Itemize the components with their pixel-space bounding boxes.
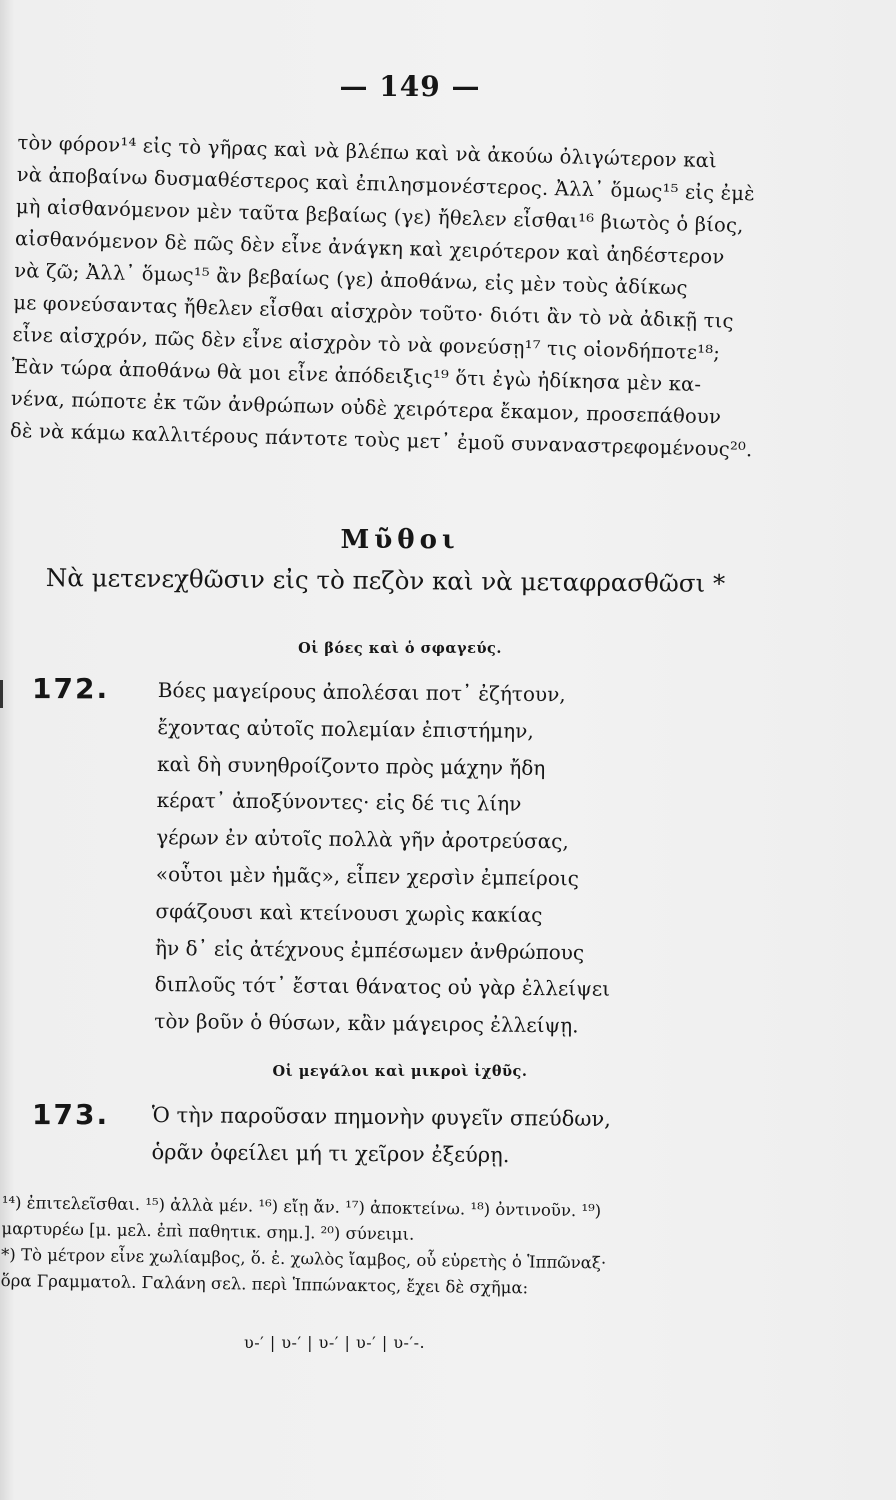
prose-line: νὰ ζῶ; Ἀλλ᾽ ὅμως¹⁵ ἂν βεβαίως (γε) ἀποθάνω, εἰς μὲν τοὺς ἀδίκως <box>13 258 688 300</box>
page-number: — 149 — <box>339 70 481 103</box>
footnote-line: μαρτυρέω [μ. μελ. ἐπὶ παθητικ. σημ.]. ²⁰) σύνειμι. <box>1 1218 415 1244</box>
section-subtitle: Νὰ μετενεχθῶσιν εἰς τὸ πεζὸν καὶ νὰ μεταφρασθῶσι * <box>45 563 726 598</box>
fable-title: Οἱ βόες καὶ ὁ σφαγεύς. <box>298 640 502 657</box>
binding-edge-mark <box>0 680 3 708</box>
prose-line: εἶνε αἰσχρόν, πῶς δὲν εἶνε αἰσχρὸν τὸ νὰ φονεύσῃ¹⁷ τις οἱονδήποτε¹⁸; <box>12 322 721 365</box>
verse-line: Βόες μαγείρους ἀπολέσαι ποτ᾽ ἐζήτουν, <box>157 677 566 707</box>
prose-paragraph <box>10 127 808 468</box>
footnotes <box>1 1190 822 1305</box>
footnote-line: *) Τὸ μέτρον εἶνε χωλίαμβος, ὅ. ἐ. χωλὸς ἴαμβος, οὗ εὑρετὴς ὁ Ἱππῶναξ· <box>0 1244 607 1273</box>
prose-line: τὸν φόρον¹⁴ εἰς τὸ γῆρας καὶ νὰ βλέπω καὶ νὰ ἀκούω ὀλιγώτερον καὶ <box>17 130 718 173</box>
prose-line: αἰσθανόμενον δὲ πῶς δὲν εἶνε ἀνάγκη καὶ χειρότερον καὶ ἀηδέστερον <box>14 226 725 269</box>
prose-line: με φονεύσαντας ἤθελεν εἶσθαι αἰσχρὸν τοῦτο· διότι ἂν τὸ νὰ ἀδικῇ τις <box>13 290 734 333</box>
section-title: Μῦθοι <box>340 525 460 555</box>
prose-line: δὲ νὰ κάμω καλλιτέρους πάντοτε τοὺς μετ᾽ ἐμοῦ συναναστρεφομένους²⁰. <box>9 418 753 462</box>
verse-line: ὁρᾶν ὀφείλει μή τι χεῖρον ἐξεύρῃ. <box>151 1139 510 1168</box>
verse-line: ἢν δ᾽ εἰς ἀτέχνους ἐμπέσωμεν ἀνθρώπους <box>154 935 585 965</box>
prose-line: Ἐὰν τώρα ἀποθάνω θὰ μοι εἶνε ἀπόδειξις¹⁹ ὅτι ἐγὼ ἠδίκησα μὲν κα- <box>11 354 702 396</box>
prose-line: μὴ αἰσθανόμενον μὲν ταῦτα βεβαίως (γε) ἤθελεν εἶσθαι¹⁶ βιωτὸς ὁ βίος, <box>15 194 744 238</box>
footnote-line: ¹⁴) ἐπιτελεῖσθαι. ¹⁵) ἀλλὰ μέν. ¹⁶) εἴῃ ἄν. ¹⁷) ἀποκτείνω. ¹⁸) ὀντινοῦν. ¹⁹) <box>1 1192 602 1221</box>
fable-number: 173. <box>32 1098 110 1131</box>
verse-line: ἔχοντας αὐτοῖς πολεμίαν ἐπιστήμην, <box>157 714 534 743</box>
meter-scheme: υ-′ | υ-′ | υ-′ | υ-′ | υ-′-. <box>244 1333 426 1352</box>
fable-verses <box>154 672 798 1047</box>
verse-line: διπλοῦς τότ᾽ ἔσται θάνατος οὐ γὰρ ἐλλείψει <box>154 972 611 1002</box>
verse-line: «οὗτοι μὲν ἡμᾶς», εἶπεν χερσὶν ἐμπείροις <box>155 861 580 891</box>
prose-line: νὰ ἀποβαίνω δυσμαθέστερος καὶ ἐπιλησμονέστερος. Ἀλλ᾽ ὅμως¹⁵ εἰς ἐμὲ <box>16 162 756 206</box>
verse-line: γέρων ἐν αὐτοῖς πολλὰ γῆν ἀροτρεύσας, <box>156 825 569 854</box>
verse-line: καὶ δὴ συνηθροίζοντο πρὸς μάχην ἤδη <box>156 751 546 780</box>
fable-verses <box>151 1097 792 1177</box>
verse-line: τὸν βοῦν ὁ θύσων, κἂν μάγειρος ἐλλείψῃ. <box>154 1009 579 1038</box>
verse-line: σφάζουσι καὶ κτείνουσι χωρὶς κακίας <box>155 898 543 927</box>
verse-line: Ὁ τὴν παροῦσαν πημονὴν φυγεῖν σπεύδων, <box>151 1102 612 1132</box>
verse-line: κέρατ᾽ ἀποξύνοντες· εἰς δέ τις λίην <box>156 788 522 817</box>
footnote-line: ὅρα Γραμματολ. Γαλάνη σελ. περὶ Ἱππώνακτος, ἔχει δὲ σχῆμα: <box>0 1270 529 1298</box>
fable-number: 172. <box>32 672 110 705</box>
prose-line: νένα, πώποτε ἐκ τῶν ἀνθρώπων οὐδὲ χειρότερα ἔκαμον, προσεπάθουν <box>10 386 722 429</box>
fable-title: Οἱ μεγάλοι καὶ μικροὶ ἰχθῦς. <box>272 1063 528 1080</box>
